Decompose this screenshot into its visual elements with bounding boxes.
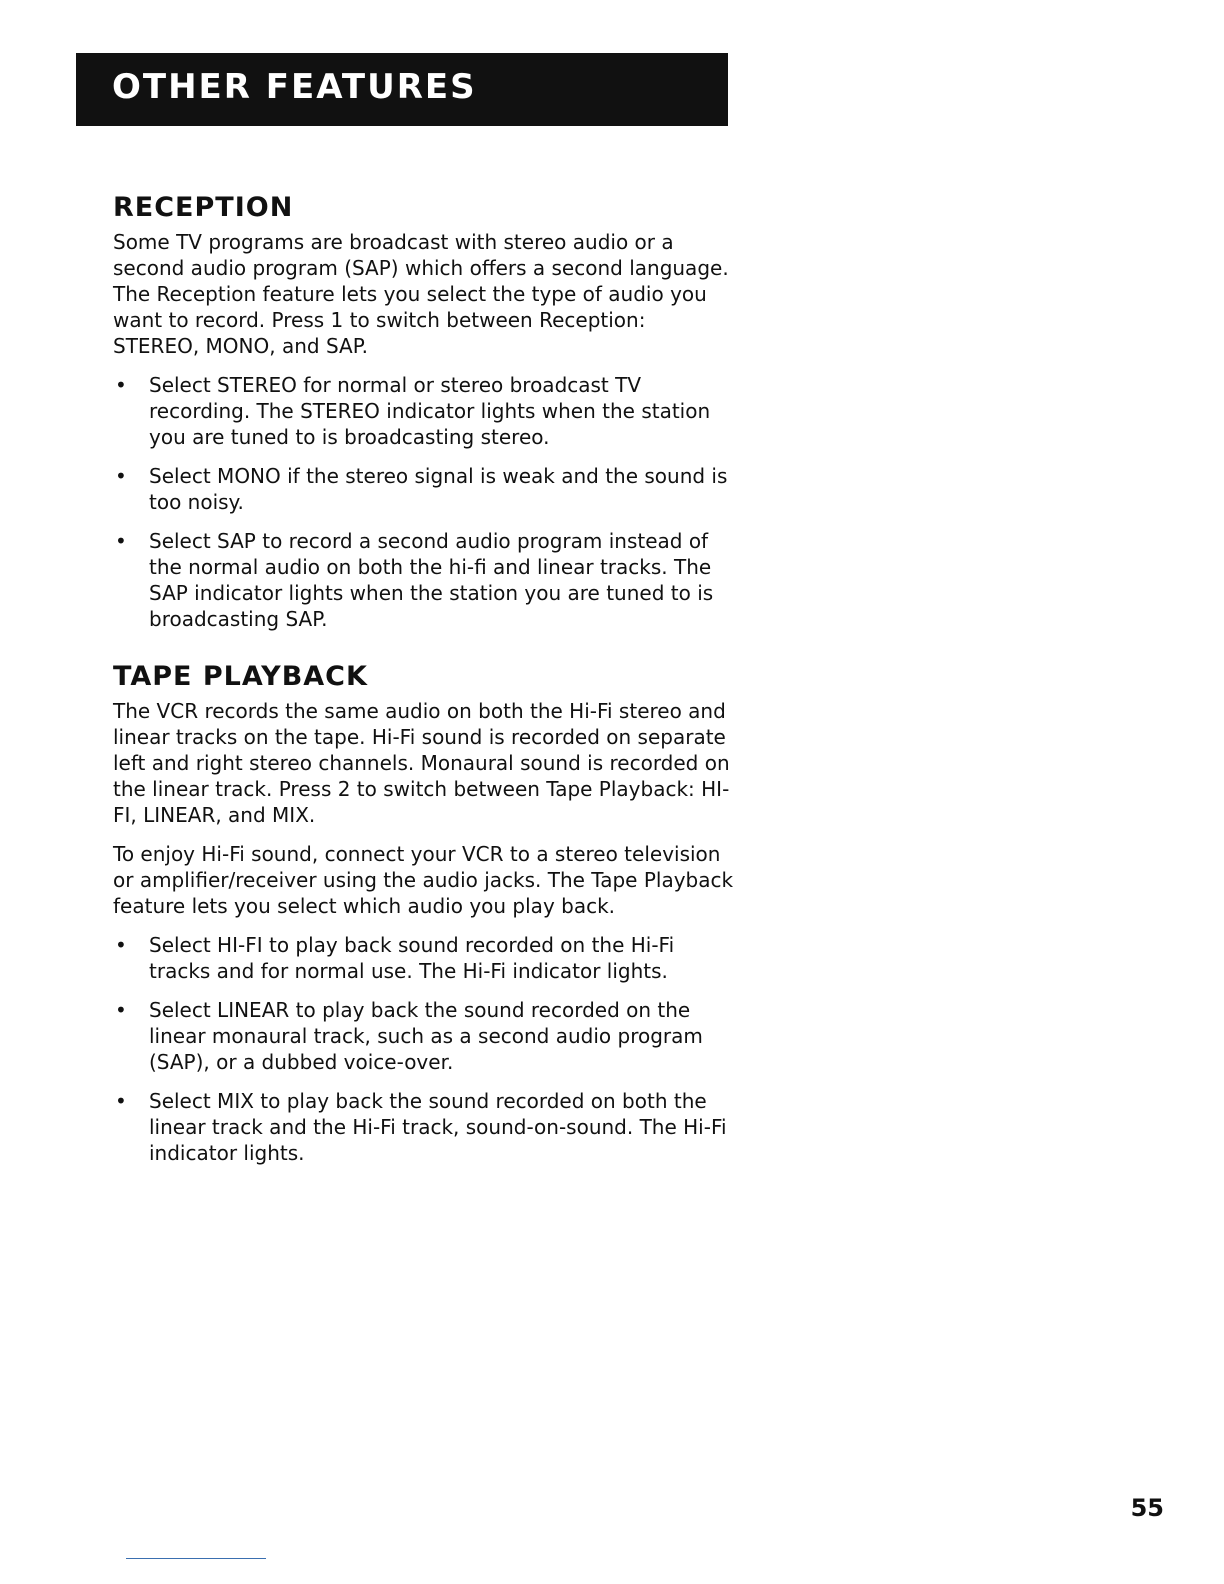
footer-divider <box>126 1558 266 1559</box>
bullet-text: Select LINEAR to play back the sound recorded on the linear monaural track, such as a second audio program (SAP), or a dubbed voice-over. <box>149 998 703 1075</box>
bullet-text: Select HI-FI to play back sound recorded on the Hi-Fi tracks and for normal use. The Hi-Fi indicator lights. <box>149 933 675 984</box>
tape-playback-heading: TAPE PLAYBACK <box>113 661 368 693</box>
section-header-bar <box>76 53 728 126</box>
bullet-text: Select SAP to record a second audio program instead of the normal audio on both the hi-fi and linear tracks. The SAP indicator lights when the station you are tuned to is broadcasting SAP. <box>149 529 714 632</box>
reception-heading: RECEPTION <box>113 192 294 223</box>
section-spacer <box>113 645 735 661</box>
list-item <box>113 932 735 984</box>
bullet-icon: • <box>115 998 127 1023</box>
list-item <box>113 1088 735 1166</box>
list-item <box>113 528 735 632</box>
bullet-text: Select MONO if the stereo signal is weak and the sound is too noisy. <box>149 464 728 515</box>
bullet-icon: • <box>115 529 127 554</box>
list-item <box>113 997 735 1075</box>
bullet-text: Select MIX to play back the sound recorded on both the linear track and the Hi-Fi track, sound-on-sound. The Hi-Fi indicator lights. <box>149 1089 727 1166</box>
bullet-icon: • <box>115 933 127 958</box>
list-item <box>113 372 735 450</box>
list-item <box>113 463 735 515</box>
bullet-icon: • <box>115 373 127 398</box>
tape-playback-intro: The VCR records the same audio on both the Hi-Fi stereo and linear tracks on the tape. Hi-Fi sound is recorded on separate left and right stereo channels. Monaural sound is recorded on the linear track. Press 2 to switch between Tape Playback: HI-FI, LINEAR, and MIX. <box>113 699 730 828</box>
tape-playback-bullet-list <box>113 932 735 1166</box>
reception-bullet-list <box>113 372 735 632</box>
bullet-icon: • <box>115 1089 127 1114</box>
bullet-text: Select STEREO for normal or stereo broadcast TV recording. The STEREO indicator lights when the station you are tuned to is broadcasting stereo. <box>149 373 711 450</box>
page-number: 55 <box>1130 1494 1164 1522</box>
page-content <box>113 192 735 1179</box>
tape-playback-paragraph-2: To enjoy Hi-Fi sound, connect your VCR to a stereo television or amplifier/receiver using the audio jacks. The Tape Playback feature lets you select which audio you play back. <box>113 842 734 919</box>
tape-playback-section <box>113 661 735 1166</box>
page-title: OTHER FEATURES <box>112 67 477 107</box>
reception-section <box>113 192 735 632</box>
bullet-icon: • <box>115 464 127 489</box>
reception-intro: Some TV programs are broadcast with stereo audio or a second audio program (SAP) which offers a second language. The Reception feature lets you select the type of audio you want to record. Press 1 to switch between Reception: STEREO, MONO, and SAP. <box>113 230 729 359</box>
